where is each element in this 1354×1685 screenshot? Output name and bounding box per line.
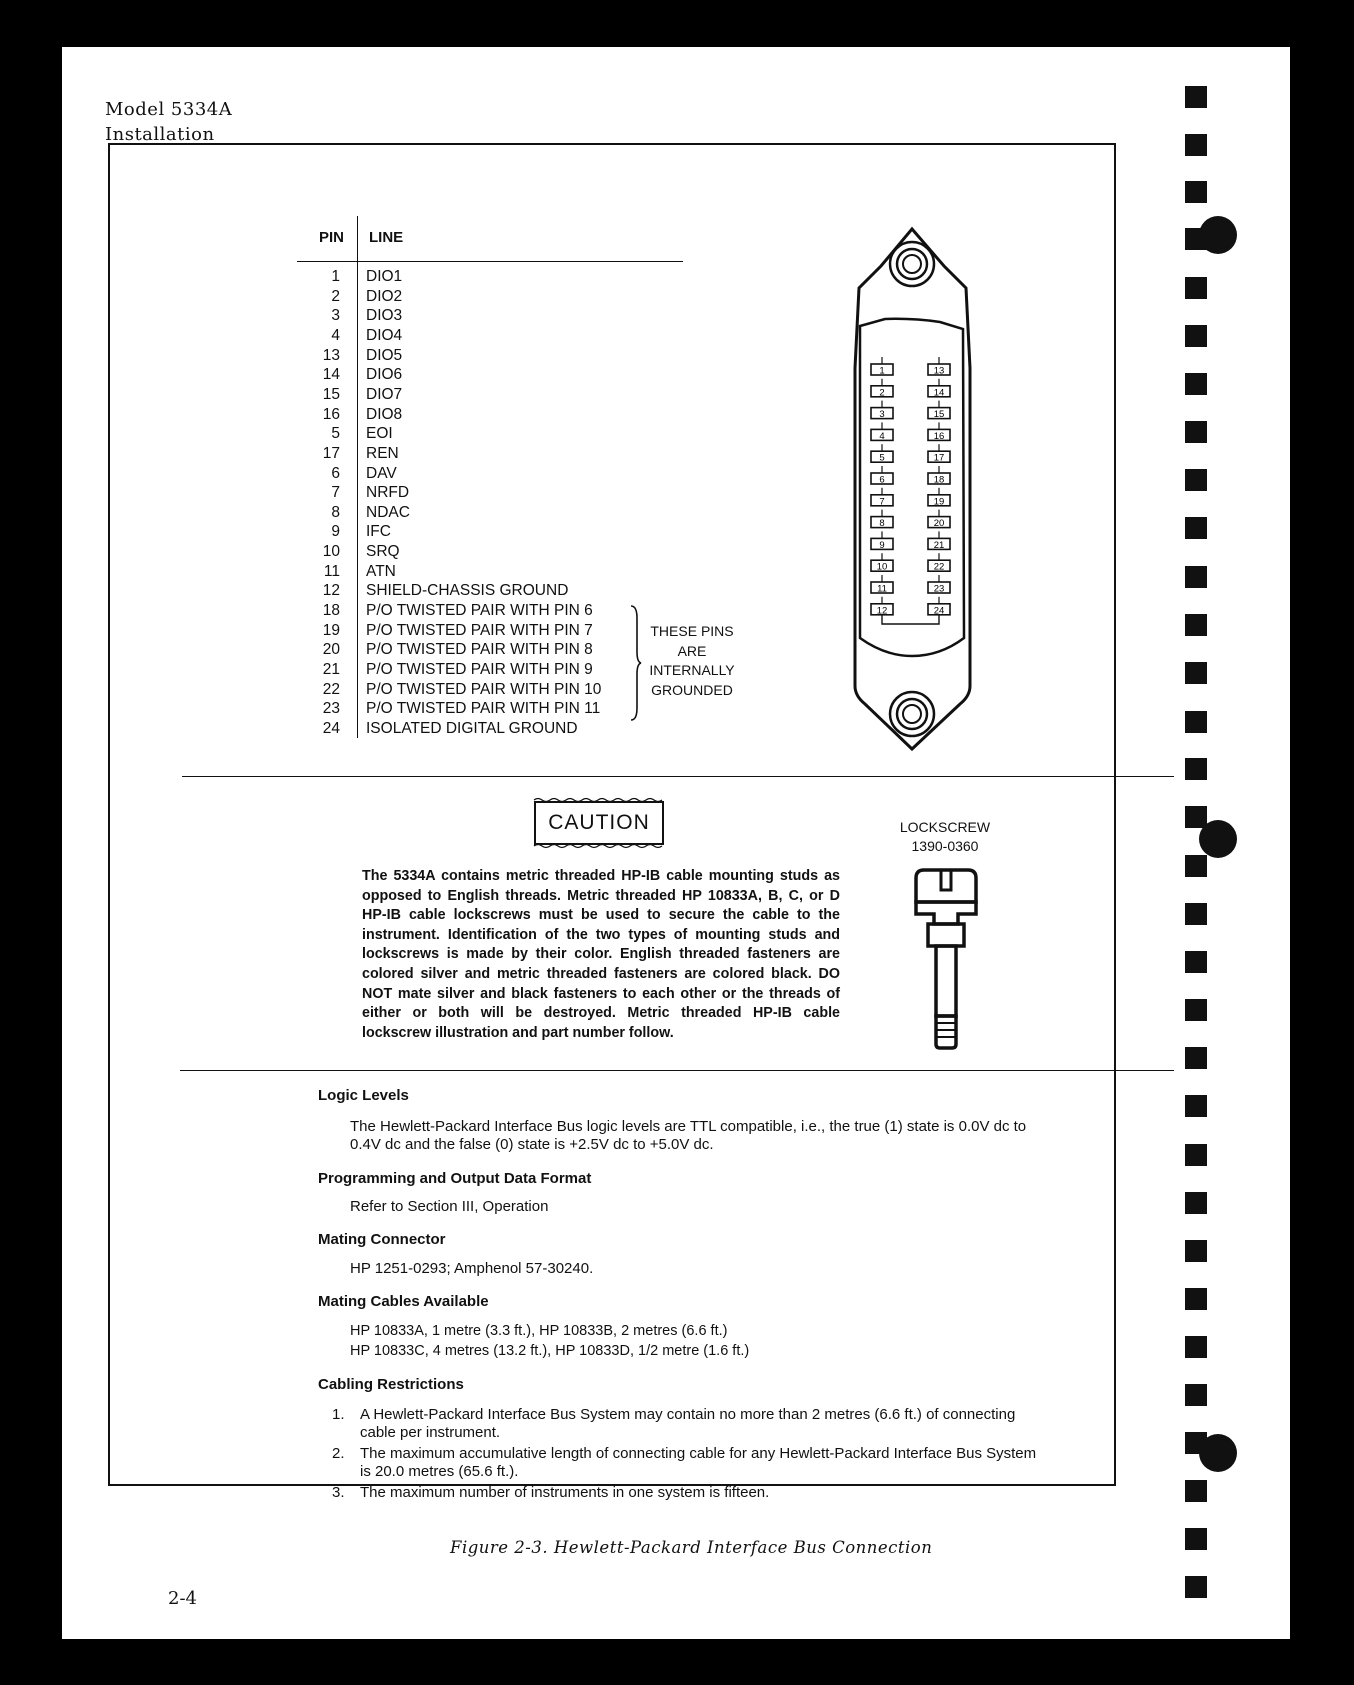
binder-mark	[1185, 1144, 1207, 1166]
connector-pin-label: 16	[933, 430, 945, 442]
binder-mark	[1185, 1480, 1207, 1502]
connector-pin-right	[928, 553, 950, 573]
binder-mark	[1185, 1336, 1207, 1358]
connector-pin-left	[871, 401, 893, 421]
pin-line-name: ISOLATED DIGITAL GROUND	[366, 719, 578, 737]
connector-pin-label: 2	[879, 387, 885, 399]
mating-cables-title: Mating Cables Available	[318, 1293, 489, 1310]
binder-mark	[1185, 469, 1207, 491]
binder-hole-icon	[1199, 1434, 1237, 1472]
pin-number: 5	[331, 425, 340, 443]
mating-cables-line2: HP 10833C, 4 metres (13.2 ft.), HP 10833D, 1/2 metre (1.6 ft.)	[350, 1343, 750, 1359]
cabling-restrictions-title: Cabling Restrictions	[318, 1376, 464, 1393]
pin-line-name: IFC	[366, 523, 391, 541]
pin-number: 7	[331, 484, 340, 502]
pin-number: 19	[322, 621, 340, 639]
pin-number: 15	[322, 385, 340, 403]
binder-mark	[1185, 903, 1207, 925]
connector-pin-label: 22	[933, 561, 945, 573]
connector-pin-label: 24	[933, 605, 945, 617]
connector-pin-label: 13	[933, 365, 945, 377]
lockscrew-label	[880, 818, 1010, 856]
binder-mark	[1185, 1576, 1207, 1598]
list-item: 1. A Hewlett-Packard Interface Bus System may contain no more than 2 metres (6.6 ft.) of connecting cable per instrument.	[332, 1406, 1016, 1441]
connector-pin-right	[928, 379, 950, 399]
pin-line-name: P/O TWISTED PAIR WITH PIN 11	[366, 700, 601, 718]
connector-pin-label: 7	[879, 496, 885, 508]
page-number: 2-4	[168, 1588, 197, 1609]
pin-number: 6	[331, 464, 340, 482]
connector-pin-label: 3	[879, 409, 885, 421]
pin-line-name: P/O TWISTED PAIR WITH PIN 8	[366, 641, 593, 659]
connector-pin-right	[928, 488, 950, 508]
pin-number: 1	[331, 268, 340, 285]
pin-line-name: SRQ	[366, 543, 400, 561]
mating-cables-line1: HP 10833A, 1 metre (3.3 ft.), HP 10833B, 2 metres (6.6 ft.)	[350, 1323, 728, 1339]
divider	[180, 1070, 1174, 1071]
binder-mark	[1185, 566, 1207, 588]
connector-pin-label: 18	[933, 474, 945, 486]
binder-mark	[1185, 1095, 1207, 1117]
lockscrew-title: LOCKSCREW	[899, 819, 991, 835]
pin-line-name: DIO7	[366, 385, 403, 403]
connector-pin-left	[871, 379, 893, 399]
connector-pin-label: 17	[933, 452, 945, 464]
connector-pin-left	[871, 510, 893, 529]
binder-hole-icon	[1199, 820, 1237, 858]
binder-mark	[1185, 758, 1207, 780]
caution-border-icon	[530, 797, 668, 849]
connector-pin-left	[871, 597, 893, 617]
pin-number: 16	[322, 405, 340, 423]
pin-line-name: EOI	[366, 425, 393, 443]
pin-number: 23	[322, 700, 340, 718]
binder-mark	[1185, 855, 1207, 877]
pin-number: 11	[323, 562, 340, 580]
connector-pin-right	[928, 444, 950, 464]
binder-mark	[1185, 662, 1207, 684]
pin-line-name: ATN	[366, 562, 396, 580]
connector-pin-label: 4	[879, 430, 885, 442]
connector-pin-label: 12	[876, 605, 888, 617]
lockscrew-icon	[908, 866, 984, 1052]
pin-number: 13	[322, 346, 340, 364]
pin-number: 12	[322, 582, 340, 600]
pin-number: 8	[331, 503, 340, 521]
pin-number: 10	[322, 543, 340, 561]
pin-number: 22	[322, 680, 340, 698]
connector-pin-label: 23	[933, 583, 945, 595]
binder-mark	[1185, 1528, 1207, 1550]
pin-number: 24	[322, 719, 340, 737]
connector-pin-label: 8	[879, 518, 885, 530]
connector-pin-label: 20	[933, 518, 945, 530]
pin-line-name: DAV	[366, 464, 397, 482]
programming-body: Refer to Section III, Operation	[350, 1198, 549, 1215]
grounded-note: THESE PINS ARE INTERNALLY GROUNDED	[649, 623, 735, 699]
connector-pin-right	[928, 597, 950, 617]
connector-pin-label: 11	[877, 583, 887, 595]
connector-pin-left	[871, 575, 893, 595]
programming-title: Programming and Output Data Format	[318, 1170, 592, 1187]
caution-text: The 5334A contains metric threaded HP-IB cable mounting studs as opposed to English threads. Metric threaded HP 10833A, B, C, or D HP-IB cable lockscrews must be used to secure the cable to the instrument. Identification of the two types of mounting studs and lockscrews is made by their color. English threaded fasteners are colored silver and metric threaded fasteners are colored black. DO NOT mate silver and black fasteners to each other or the threads of either or both will be destroyed. Metric threaded HP-IB cable lockscrew illustration and part number follow.	[362, 868, 840, 1041]
mating-connector-body: HP 1251-0293; Amphenol 57-30240.	[350, 1260, 594, 1277]
connector-pin-right	[928, 422, 950, 442]
binder-mark	[1185, 1288, 1207, 1310]
connector-pin-label: 19	[933, 496, 945, 508]
binder-mark	[1185, 614, 1207, 636]
connector-pin-right	[928, 510, 950, 529]
brace-icon	[628, 604, 642, 722]
list-item: 3. The maximum number of instruments in one system is fifteen.	[332, 1484, 770, 1501]
binder-mark	[1185, 421, 1207, 443]
binder-mark	[1185, 999, 1207, 1021]
binder-mark	[1185, 1192, 1207, 1214]
connector-pin-label: 21	[933, 539, 945, 551]
table-header-rule	[297, 261, 683, 262]
pin-number: 18	[322, 602, 340, 620]
pin-number: 9	[331, 523, 340, 541]
connector-pin-left	[871, 422, 893, 442]
binder-mark	[1185, 1240, 1207, 1262]
hpib-connector-diagram	[850, 226, 975, 752]
header-section: Installation	[105, 124, 215, 145]
pin-number: 20	[322, 641, 340, 659]
pin-line-name: DIO3	[366, 307, 403, 325]
pin-line-name: P/O TWISTED PAIR WITH PIN 7	[366, 621, 593, 639]
logic-levels-body: The Hewlett-Packard Interface Bus logic levels are TTL compatible, i.e., the true (1) state is 0.0V dc to 0.4V dc and the false (0) state is +2.5V dc to +5.0V dc.	[350, 1118, 1027, 1153]
connector-pin-label: 6	[879, 474, 885, 486]
connector-pin-left	[871, 553, 893, 573]
pin-line-name: NRFD	[366, 484, 410, 502]
binder-mark	[1185, 277, 1207, 299]
pin-line-name: P/O TWISTED PAIR WITH PIN 10	[366, 680, 602, 698]
binder-mark	[1185, 373, 1207, 395]
pin-number: 21	[322, 661, 340, 678]
pin-number: 14	[322, 366, 340, 384]
caution-label: CAUTION	[534, 801, 664, 845]
logic-levels-title: Logic Levels	[318, 1087, 409, 1104]
binder-mark	[1185, 951, 1207, 973]
binder-hole-icon	[1199, 216, 1237, 254]
connector-pin-left	[871, 531, 893, 551]
connector-pin-right	[928, 357, 950, 377]
connector-pin-label: 15	[933, 409, 945, 421]
header-model: Model 5334A	[105, 99, 233, 120]
connector-pin-left	[871, 488, 893, 508]
connector-pin-right	[928, 466, 950, 486]
connector-pin-left	[871, 357, 893, 377]
connector-pin-label: 10	[876, 561, 888, 573]
table-column-rule	[357, 216, 358, 738]
connector-pin-label: 1	[879, 365, 885, 377]
binder-mark	[1185, 1047, 1207, 1069]
pin-number: 4	[331, 326, 340, 344]
pin-number: 2	[331, 287, 340, 305]
pin-line-name: DIO8	[366, 405, 403, 423]
divider	[182, 776, 1174, 777]
pin-number: 3	[331, 307, 340, 325]
connector-pin-label: 14	[933, 387, 945, 399]
connector-pin-label: 9	[879, 539, 885, 551]
connector-pin-right	[928, 575, 950, 595]
pin-line-name: P/O TWISTED PAIR WITH PIN 9	[366, 661, 593, 678]
binder-mark	[1185, 86, 1207, 108]
binder-mark	[1185, 711, 1207, 733]
binder-mark	[1185, 1384, 1207, 1406]
binder-mark	[1185, 325, 1207, 347]
connector-pin-right	[928, 401, 950, 421]
connector-pin-left	[871, 444, 893, 464]
binder-mark	[1185, 181, 1207, 203]
lockscrew-part: 1390-0360	[911, 838, 979, 854]
connector-pin-left	[871, 466, 893, 486]
list-item: 2. The maximum accumulative length of connecting cable for any Hewlett-Packard Interface Bus System is 20.0 metres (65.6 ft.).	[332, 1445, 1037, 1480]
line-column-header: LINE	[369, 229, 404, 246]
connector-pin-right	[928, 531, 950, 551]
pin-line-name: DIO6	[366, 366, 403, 384]
pin-line-name: DIO5	[366, 346, 403, 364]
cabling-restrictions-list	[326, 1406, 1046, 1502]
mating-connector-title: Mating Connector	[318, 1231, 446, 1248]
binder-mark	[1185, 134, 1207, 156]
pin-line-name: DIO4	[366, 326, 403, 344]
pin-number: 17	[322, 444, 340, 462]
pin-line-name: DIO2	[366, 287, 403, 305]
pin-line-name: SHIELD-CHASSIS GROUND	[366, 582, 569, 600]
pin-line-name: DIO1	[366, 268, 403, 285]
pin-line-name: NDAC	[366, 503, 410, 521]
binder-mark	[1185, 517, 1207, 539]
pin-column-header: PIN	[319, 229, 345, 246]
figure-caption: Figure 2-3. Hewlett-Packard Interface Bus Connection	[450, 1538, 933, 1557]
pin-line-name: REN	[366, 444, 399, 462]
pin-line-name: P/O TWISTED PAIR WITH PIN 6	[366, 602, 593, 620]
connector-pin-label: 5	[879, 452, 885, 464]
